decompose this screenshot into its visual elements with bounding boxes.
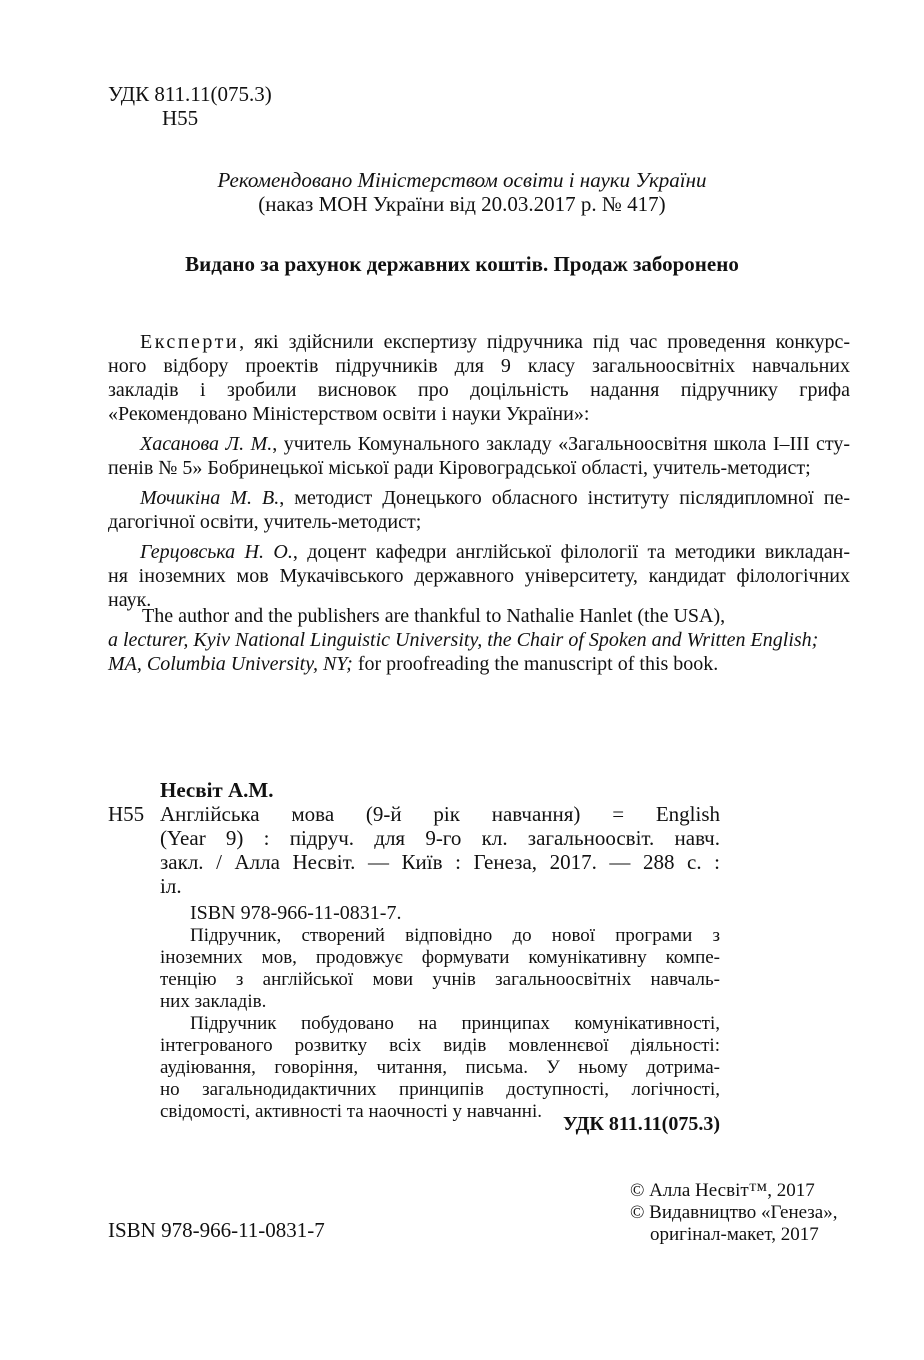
annotation1-line-2: іноземних мов, продовжує формувати комунікативну компе- [160,947,720,968]
expert-2-name: Мочикіна М. В. [140,487,280,509]
acknowledgement-line-1: The author and the publishers are thankful to Nathalie Hanlet (the USA), [142,605,726,627]
acknowledgement-line-2: a lecturer, Kyiv National Linguistic University, the Chair of Spoken and Written English; [108,629,819,651]
catalog-code: Н55 [108,802,145,826]
copyright-block [560,1180,850,1246]
acknowledgement [108,604,850,676]
experts-block [108,330,850,612]
udk-index: УДК 811.11(075.3) [108,82,272,106]
catalog-title-line-3: закл. / Алла Несвіт. — Київ : Генеза, 2017. — 288 с. : [160,850,720,874]
copyright-line-1: © Алла Несвіт™, 2017 [630,1180,815,1201]
annotation1-line-3: тенцію з англійської мови учнів загальноосвітніх навчаль- [160,969,720,990]
expert-3-line-1: Герцовська Н. О., доцент кафедри англійської філології та методики викладан- [140,541,851,563]
expert-3-line-2: ня іноземних мов Мукачівського державного університету, кандидат філологічних [108,565,850,587]
annotation1-line-1: Підручник, створений відповідно до нової програми з [190,925,720,946]
annotation2-line-1: Підручник побудовано на принципах комунікативності, [190,1013,720,1034]
expert-2-line-2: дагогічної освіти, учитель-методист; [108,511,422,533]
catalog-title-line-4: іл. [160,874,182,898]
acknowledgement-line-3: MA, Columbia University, NY; for proofreading the manuscript of this book. [108,653,719,675]
expert-1-name: Хасанова Л. М. [140,433,273,455]
copyright-line-3: оригінал-макет, 2017 [650,1224,819,1245]
expert-3-name: Герцовська Н. О. [140,541,293,563]
annotation2-line-4: но загальнодидактичних принципів доступності, логічності, [160,1079,720,1100]
footer-isbn: ISBN 978-966-11-0831-7 [108,1218,325,1242]
recommendation-title: Рекомендовано Міністерством освіти і науки України [217,168,707,192]
experts-word: Експерти [140,331,240,353]
expert-1-line-1: Хасанова Л. М., учитель Комунального закладу «Загальноосвітня школа І–ІІІ сту- [140,433,851,455]
expert-3-line-3: наук. [108,589,152,611]
catalog-udk: УДК 811.11(075.3) [562,1113,720,1135]
annotation2-line-2: інтегрованого розвитку всіх видів мовленнєвої діяльності: [160,1035,720,1056]
catalog-title-line-1: Англійська мова (9-й рік навчання) = English [160,802,720,826]
annotation1-line-4: них закладів. [160,991,267,1012]
experts-intro-line-2: ного відбору проектів підручників для 9 класу загальноосвітніх навчальних [108,355,850,377]
catalog-title-line-2: (Year 9) : підруч. для 9-го кл. загальноосвіт. навч. [160,826,720,850]
experts-intro-line-3: закладів і зробили висновок про доцільність надання підручнику грифа [108,379,850,401]
catalog-annotation [160,925,720,1123]
funding-notice: Видано за рахунок державних коштів. Продаж заборонено [185,252,739,276]
experts-intro-line-1: Експерти, які здійснили експертизу підручника під час проведення конкурс- [140,331,850,353]
annotation2-line-3: аудіювання, говоріння, читання, письма. У ньому дотрима- [160,1057,720,1078]
recommendation-order: (наказ МОН України від 20.03.2017 р. № 417) [258,192,666,216]
catalog-author: Несвіт А.М. [160,778,274,802]
annotation2-line-5: свідомості, активності та наочності у навчанні. [160,1101,543,1122]
catalog-isbn: ISBN 978-966-11-0831-7. [190,902,402,924]
copyright-line-2: © Видавництво «Генеза», [630,1202,838,1223]
catalog-title [160,802,720,898]
expert-1-line-2: пенів № 5» Бобринецької міської ради Кіровоградської області, учитель-методист; [108,457,811,479]
author-mark-code: Н55 [162,106,199,130]
experts-intro-line-4: «Рекомендовано Міністерством освіти і науки України»: [108,403,590,425]
expert-2-line-1: Мочикіна М. В., методист Донецького обласного інституту післядипломної пе- [140,487,850,509]
